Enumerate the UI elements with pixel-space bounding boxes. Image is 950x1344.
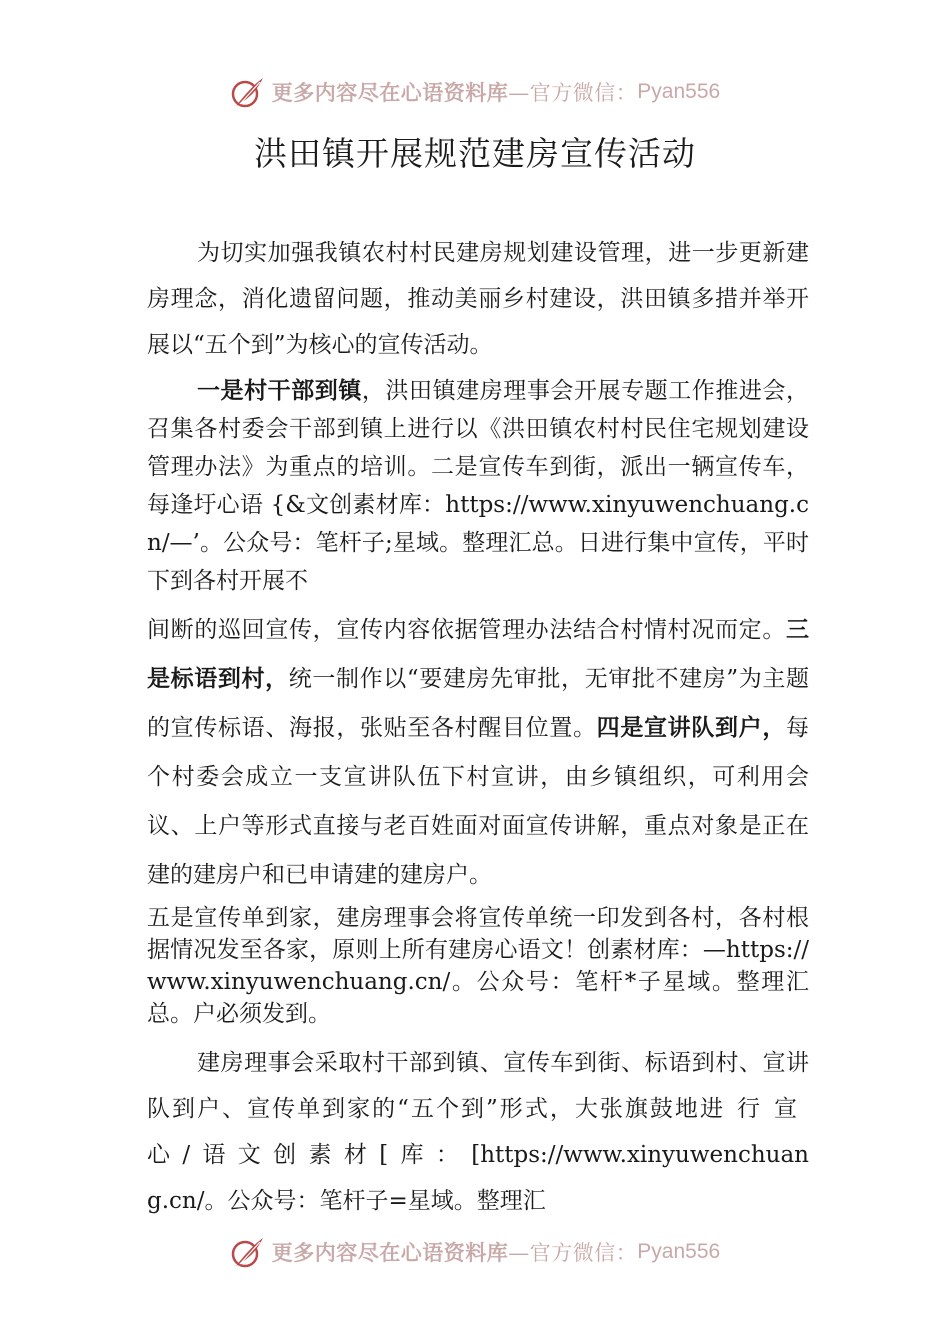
section-five-paragraph: 五是宣传单到家，建房理事会将宣传单统一印发到各村，各村根据情况发至各家，原则上所有建房心语文！创素材库：—https://www.xinyuwenchuang.cn/。公众号：笔杆*子星域。整理汇总。户必须发到。 <box>147 905 809 1027</box>
watermark-text: 更多内容尽在心语资料库—官方微信： <box>271 80 638 105</box>
closing-spaced-text: 进行宣心/语文创素材[库： <box>147 1096 809 1168</box>
closing-text: 建房理事会采取村干部到镇、宣传车到街、标语到村、宣讲队到户、宣传单到家的“五个到”形式，大张旗鼓地 <box>147 1050 809 1122</box>
section-two-continued <box>147 606 809 900</box>
section-four-heading: 四是宣讲队到户， <box>596 715 787 741</box>
document-body <box>147 230 809 1224</box>
footer-watermark <box>0 1232 950 1272</box>
closing-tail-text: [https://www.xinyuwenchuang.cn/。公众号：笔杆子=星域。整理汇 <box>147 1142 809 1214</box>
watermark-text: 更多内容尽在心语资料库—官方微信： <box>271 1240 638 1265</box>
intro-paragraph: 为切实加强我镇农村村民建房规划建设管理，进一步更新建房理念，消化遗留问题，推动美丽乡村建设，洪田镇多措并举开展以“五个到”为核心的宣传活动。 <box>147 240 809 358</box>
section-one-heading: 一是村干部到镇 <box>197 378 362 404</box>
section-three-heading: 三是标语到村， <box>147 617 809 692</box>
header-watermark <box>0 72 950 112</box>
closing-paragraph <box>147 1040 809 1224</box>
section-two-text: 间断的巡回宣传，宣传内容依据管理办法结合村情村况而定。 <box>147 617 786 643</box>
feather-logo-icon <box>230 1234 266 1270</box>
section-one-text: ，洪田镇建房理事会开展专题工作推进会，召集各村委会干部到镇上进行以《洪田镇农村村民住宅规划建设管理办法》为重点的培训。二是宣传车到街，派出一辆宣传车，每逢圩心语 {&文创素材库：https://www.xinyuwenchuang.cn/—’。公众号：笔杆子;星域。整理汇总。日进行集中宣传，平时下到各村开展不 <box>147 378 810 594</box>
watermark-wechat-id: Pyan556 <box>637 1240 721 1263</box>
section-three-text: 统一制作以“要建房先审批，无审批不建房”为主题的宣传标语、海报，张贴至各村醒目位置。 <box>147 666 809 741</box>
watermark-wechat-id: Pyan556 <box>637 80 721 103</box>
section-four-text: 每个村委会成立一支宣讲队伍下村宣讲，由乡镇组织，可利用会议、上户等形式直接与老百姓面对面宣传讲解，重点对象是正在建的建房户和已申请建的建房户。 <box>147 715 810 888</box>
feather-logo-icon <box>230 74 266 110</box>
page-title: 洪田镇开展规范建房宣传活动 <box>254 134 696 173</box>
section-one-paragraph <box>147 372 809 600</box>
